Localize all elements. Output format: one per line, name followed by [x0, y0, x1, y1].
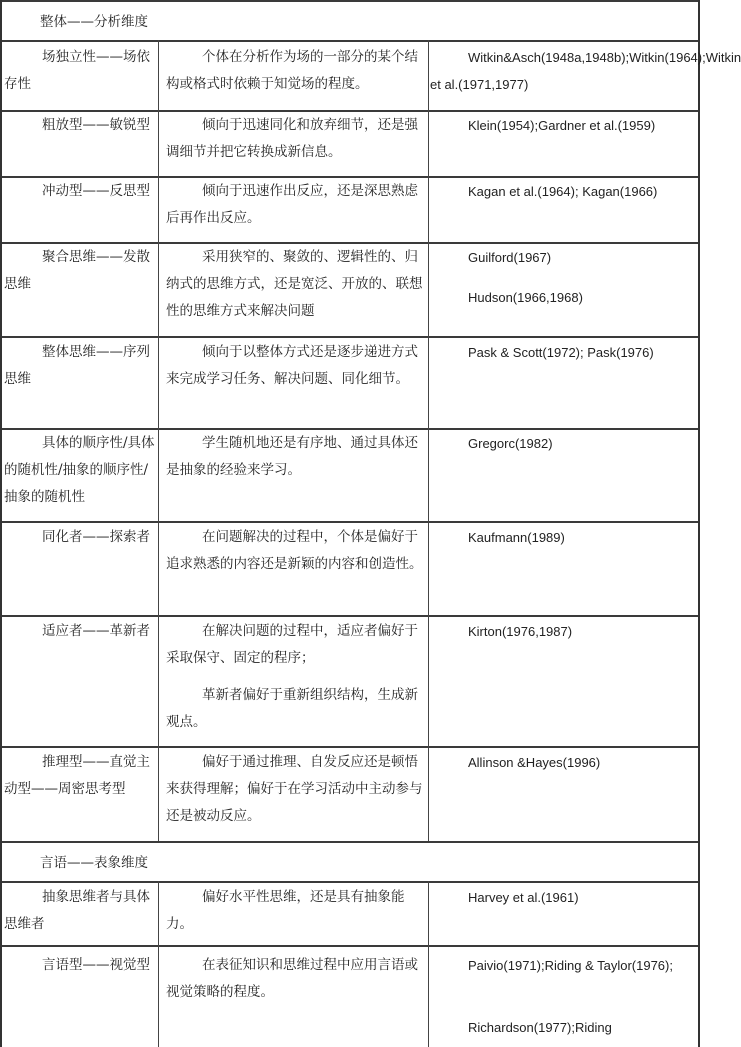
row-divider: [0, 841, 700, 843]
row-divider: [0, 40, 700, 42]
style-name: 言语型——视觉型: [42, 957, 150, 973]
style-name: 冲动型——反思型: [42, 183, 150, 199]
table-border: [0, 0, 2, 1047]
style-name: 聚合思维——发散思维: [4, 249, 150, 292]
style-references: Allinson &Hayes(1996): [468, 755, 601, 770]
style-description: 在解决问题的过程中，适应者偏好于采取保守、固定的程序；: [166, 623, 418, 666]
style-description: 倾向于迅速同化和放弃细节，还是强调细节并把它转换成新信息。: [166, 117, 418, 160]
column-divider: [428, 881, 429, 1047]
style-description: 采用狭窄的、聚敛的、逻辑性的、归纳式的思维方式，还是宽泛、开放的、联想性的思维方式来解决问题: [166, 249, 423, 319]
style-references: Paivio(1971);Riding & Taylor(1976);: [468, 958, 673, 973]
row-divider: [0, 521, 700, 523]
style-name: 场独立性——场依存性: [4, 49, 150, 92]
column-divider: [428, 40, 429, 841]
row-divider: [0, 336, 700, 338]
style-description: 倾向于迅速作出反应，还是深思熟虑后再作出反应。: [166, 183, 418, 226]
style-description: 倾向于以整体方式还是逐步递进方式来完成学习任务、解决问题、同化细节。: [166, 344, 418, 387]
style-name: 抽象思维者与具体思维者: [4, 889, 150, 932]
style-references: Richardson(1977);Riding: [468, 1020, 612, 1035]
style-name: 具体的顺序性/具体的随机性/抽象的顺序性/抽象的随机性: [4, 435, 155, 505]
style-description: 革新者偏好于重新组织结构，生成新观点。: [166, 687, 418, 730]
style-description: 个体在分析作为场的一部分的某个结构或格式时依赖于知觉场的程度。: [166, 49, 418, 92]
row-divider: [0, 945, 700, 947]
table-border: [698, 0, 700, 1047]
style-name: 粗放型——敏锐型: [42, 117, 150, 133]
row-divider: [0, 615, 700, 617]
style-description: 在表征知识和思维过程中应用言语或视觉策略的程度。: [166, 957, 418, 1000]
style-name: 推理型——直觉主动型——周密思考型: [4, 754, 150, 797]
style-references: Harvey et al.(1961): [468, 890, 579, 905]
style-name: 整体思维——序列思维: [4, 344, 150, 387]
style-name: 适应者——革新者: [42, 623, 150, 639]
style-description: 偏好水平性思维，还是具有抽象能力。: [166, 889, 405, 932]
row-divider: [0, 881, 700, 883]
row-divider: [0, 0, 700, 2]
style-description: 偏好于通过推理、自发反应还是顿悟来获得理解；偏好于在学习活动中主动参与还是被动反应。: [166, 754, 423, 824]
column-divider: [158, 40, 159, 841]
style-references: Kagan et al.(1964); Kagan(1966): [468, 184, 658, 199]
style-references: Kaufmann(1989): [468, 530, 565, 545]
row-divider: [0, 746, 700, 748]
style-references: Hudson(1966,1968): [468, 290, 583, 305]
style-references: Klein(1954);Gardner et al.(1959): [468, 118, 656, 133]
style-references: Guilford(1967): [468, 250, 552, 265]
column-divider: [158, 881, 159, 1047]
style-description: 学生随机地还是有序地、通过具体还是抽象的经验来学习。: [166, 435, 418, 478]
style-references: Kirton(1976,1987): [468, 624, 573, 639]
style-name: 同化者——探索者: [42, 529, 150, 545]
style-references: Witkin&Asch(1948a,1948b);Witkin(1964);Witkin et al.(1971,1977): [430, 50, 741, 92]
style-description: 在问题解决的过程中，个体是偏好于追求熟悉的内容还是新颖的内容和创造性。: [166, 529, 423, 572]
section-heading: 言语——表象维度: [40, 855, 148, 871]
style-references: Pask & Scott(1972); Pask(1976): [468, 345, 654, 360]
style-references: Gregorc(1982): [468, 436, 553, 451]
section-heading: 整体——分析维度: [40, 14, 148, 30]
